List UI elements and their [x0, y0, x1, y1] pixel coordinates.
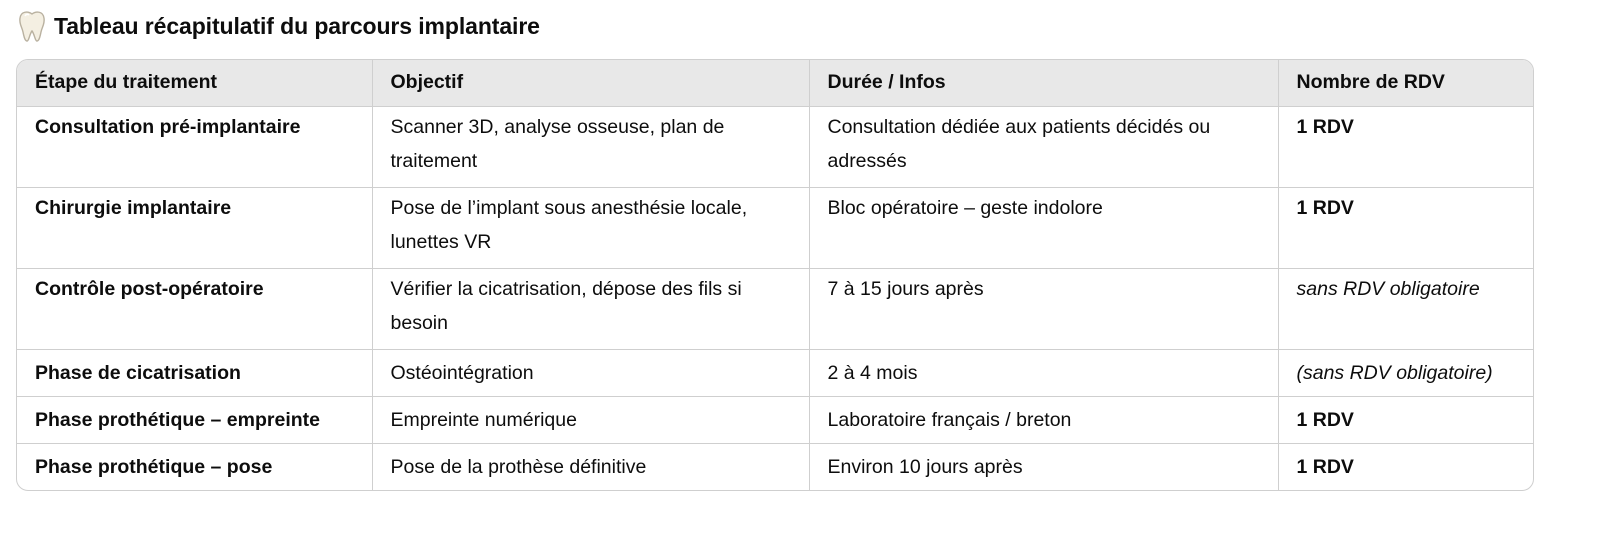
objective-cell: Vérifier la cicatrisation, dépose des fils si besoin: [372, 268, 809, 349]
objective-cell: Pose de la prothèse définitive: [372, 443, 809, 490]
header-row: [17, 60, 1533, 106]
table-row: [17, 349, 1533, 396]
step-cell: Consultation pré-implantaire: [17, 106, 372, 187]
tooth-icon: [17, 10, 47, 42]
step-cell: Contrôle post-opératoire: [17, 268, 372, 349]
title-row: [17, 8, 540, 44]
info-cell: Consultation dédiée aux patients décidés ou adressés: [809, 106, 1278, 187]
step-cell: Phase prothétique – empreinte: [17, 396, 372, 443]
header-info: Durée / Infos: [809, 60, 1278, 106]
rdv-cell: 1 RDV: [1278, 396, 1533, 443]
step-cell: Phase prothétique – pose: [17, 443, 372, 490]
summary-table: [17, 60, 1533, 490]
objective-cell: Empreinte numérique: [372, 396, 809, 443]
treatment-summary-table: [16, 59, 1534, 491]
header-objective: Objectif: [372, 60, 809, 106]
page-title: Tableau récapitulatif du parcours implantaire: [54, 12, 540, 39]
step-cell: Phase de cicatrisation: [17, 349, 372, 396]
rdv-cell: 1 RDV: [1278, 187, 1533, 268]
objective-cell: Pose de l’implant sous anesthésie locale, lunettes VR: [372, 187, 809, 268]
info-cell: Environ 10 jours après: [809, 443, 1278, 490]
table-row: [17, 268, 1533, 349]
table-row: [17, 187, 1533, 268]
info-cell: Laboratoire français / breton: [809, 396, 1278, 443]
table-row: [17, 396, 1533, 443]
objective-cell: Ostéointégration: [372, 349, 809, 396]
rdv-cell: sans RDV obligatoire: [1278, 268, 1533, 349]
objective-cell: Scanner 3D, analyse osseuse, plan de traitement: [372, 106, 809, 187]
table-body: [17, 106, 1533, 490]
table-row: [17, 106, 1533, 187]
info-cell: 2 à 4 mois: [809, 349, 1278, 396]
rdv-cell: (sans RDV obligatoire): [1278, 349, 1533, 396]
rdv-cell: 1 RDV: [1278, 106, 1533, 187]
info-cell: Bloc opératoire – geste indolore: [809, 187, 1278, 268]
info-cell: 7 à 15 jours après: [809, 268, 1278, 349]
header-rdv-count: Nombre de RDV: [1278, 60, 1533, 106]
table-header: [17, 60, 1533, 106]
table-row: [17, 443, 1533, 490]
rdv-cell: 1 RDV: [1296, 455, 1354, 478]
header-step: Étape du traitement: [17, 60, 372, 106]
step-cell: Chirurgie implantaire: [17, 187, 372, 268]
